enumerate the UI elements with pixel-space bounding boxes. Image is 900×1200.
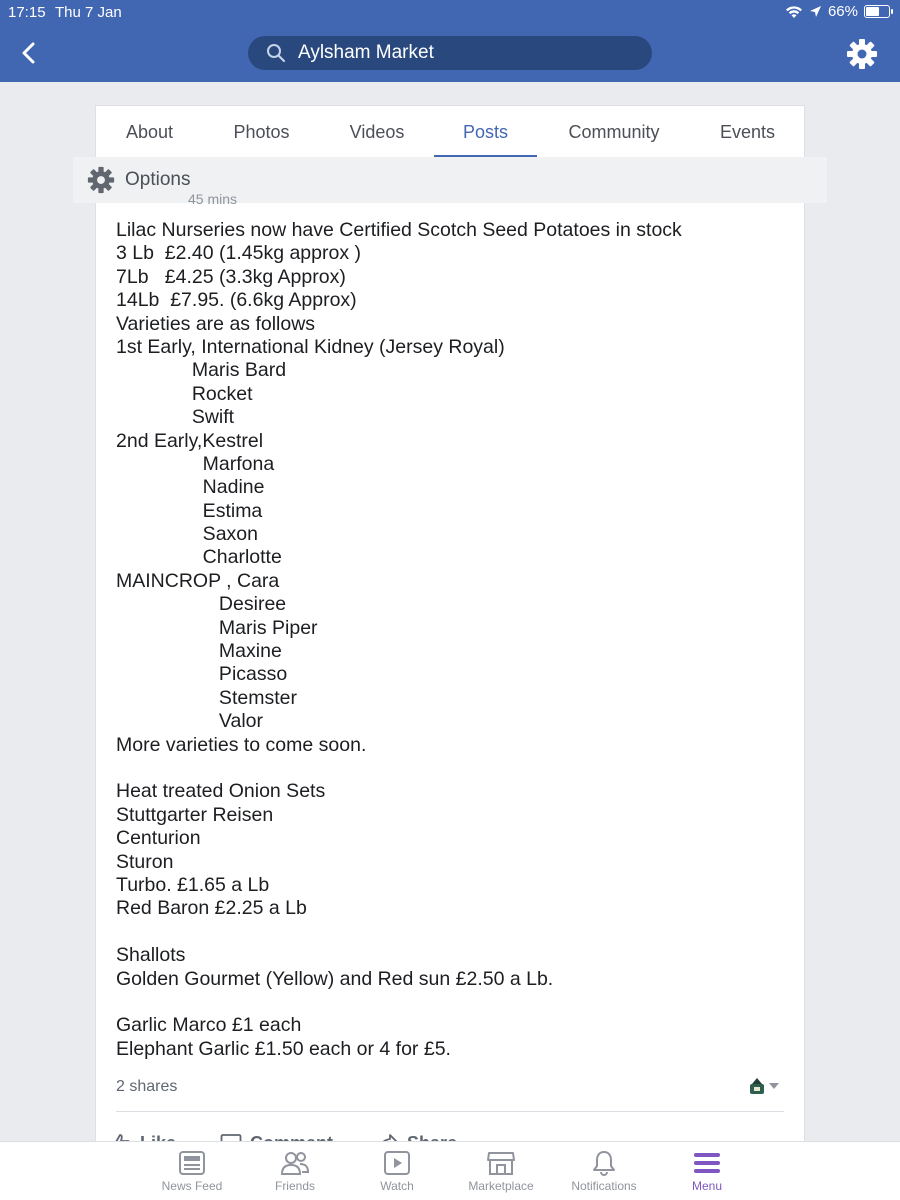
status-time: 17:15 <box>8 4 46 21</box>
news-feed-icon <box>178 1150 206 1176</box>
search-icon <box>266 43 286 63</box>
nav-label: Friends <box>274 1179 315 1193</box>
post-line: 2nd Early,Kestrel <box>116 429 264 452</box>
search-text: Aylsham Market <box>298 42 434 63</box>
post-line: Maris Bard <box>116 359 287 382</box>
post-line: Heat treated Onion Sets <box>116 780 326 803</box>
gear-icon <box>87 166 115 194</box>
nav-news-feed[interactable] <box>142 1150 242 1193</box>
status-bar <box>0 0 900 24</box>
post-line: Shallots <box>116 944 186 967</box>
post-line: Marfona <box>116 452 275 475</box>
post-line: Saxon <box>116 523 258 546</box>
post-line: Maxine <box>116 640 282 663</box>
post-line: Valor <box>116 710 264 733</box>
battery-percent: 66% <box>827 3 858 20</box>
back-button[interactable] <box>14 38 44 68</box>
location-arrow-icon <box>809 5 822 18</box>
tab-community[interactable]: Community <box>568 121 660 142</box>
post-timestamp: 45 mins <box>188 191 238 207</box>
caret-down-icon <box>769 1082 779 1090</box>
post-line: Stemster <box>116 686 297 709</box>
settings-button[interactable] <box>846 38 880 72</box>
post-line: Rocket <box>116 382 253 405</box>
post-line: Varieties are as follows <box>116 312 316 335</box>
post-line <box>116 921 786 944</box>
tab-posts[interactable]: Posts <box>434 106 537 158</box>
nav-label: Notifications <box>571 1179 637 1193</box>
post-line: Lilac Nurseries now have Certified Scotch Seed Potatoes in stock <box>116 219 682 241</box>
post-line: 1st Early, International Kidney (Jersey Royal) <box>116 335 505 358</box>
post-line: Estima <box>116 499 263 522</box>
post-line: Maris Piper <box>116 616 318 639</box>
post-line: 14Lb £7.95. (6.6kg Approx) <box>116 289 357 312</box>
nav-label: Marketplace <box>468 1179 534 1193</box>
nav-label: News Feed <box>161 1179 223 1193</box>
options-bar[interactable] <box>73 157 827 203</box>
nav-notifications[interactable] <box>554 1150 654 1193</box>
gear-icon <box>846 38 878 70</box>
tab-photos[interactable]: Photos <box>233 121 290 142</box>
post-line: Red Baron £2.25 a Lb <box>116 897 307 920</box>
nav-friends[interactable] <box>245 1150 345 1193</box>
wifi-icon <box>785 5 803 19</box>
post-line <box>116 991 786 1014</box>
nav-label: Watch <box>380 1179 414 1193</box>
post-line: Turbo. £1.65 a Lb <box>116 873 270 896</box>
watch-icon <box>383 1150 411 1176</box>
tab-videos[interactable]: Videos <box>349 121 405 142</box>
nav-marketplace[interactable] <box>451 1150 551 1193</box>
status-indicators <box>785 3 890 20</box>
post-line: Picasso <box>116 663 288 686</box>
app-header <box>0 0 900 82</box>
post-line: Nadine <box>116 476 265 499</box>
action-divider <box>116 1111 784 1112</box>
post-line: Sturon <box>116 850 174 873</box>
notifications-icon <box>591 1150 617 1176</box>
marketplace-icon <box>486 1150 516 1176</box>
tab-about[interactable]: About <box>125 121 174 142</box>
nav-label: Menu <box>691 1179 723 1193</box>
nav-watch[interactable] <box>347 1150 447 1193</box>
bottom-tab-bar <box>0 1141 900 1200</box>
search-input[interactable] <box>248 36 652 70</box>
post-line: Golden Gourmet (Yellow) and Red sun £2.50 a Lb. <box>116 967 554 990</box>
post-line: Elephant Garlic £1.50 each or 4 for £5. <box>116 1037 451 1060</box>
chevron-left-icon <box>21 42 37 64</box>
post-line: Stuttgarter Reisen <box>116 803 274 826</box>
post-line: More varieties to come soon. <box>116 733 367 756</box>
post-text <box>116 219 786 1061</box>
options-label: Options <box>125 169 191 190</box>
post-line: Charlotte <box>116 546 282 569</box>
nav-menu[interactable] <box>657 1150 757 1193</box>
post-as-selector[interactable] <box>748 1076 779 1096</box>
post-line: Garlic Marco £1 each <box>116 1014 302 1037</box>
status-date: Thu 7 Jan <box>55 4 122 21</box>
page-tabs <box>95 105 805 157</box>
post-line: Swift <box>116 406 235 429</box>
post-line: Centurion <box>116 827 201 850</box>
post-card <box>95 191 805 1143</box>
post-line: MAINCROP , Cara <box>116 569 280 592</box>
shares-count[interactable]: 2 shares <box>116 1078 178 1095</box>
friends-icon <box>280 1150 310 1176</box>
post-line: 3 Lb £2.40 (1.45kg approx ) <box>116 242 361 265</box>
post-line: 7Lb £4.25 (3.3kg Approx) <box>116 265 346 288</box>
battery-icon <box>864 5 890 18</box>
tab-events[interactable]: Events <box>719 121 776 142</box>
post-line <box>116 757 786 780</box>
menu-icon <box>693 1150 721 1176</box>
page-avatar-icon <box>748 1076 766 1096</box>
post-line: Desiree <box>116 593 287 616</box>
